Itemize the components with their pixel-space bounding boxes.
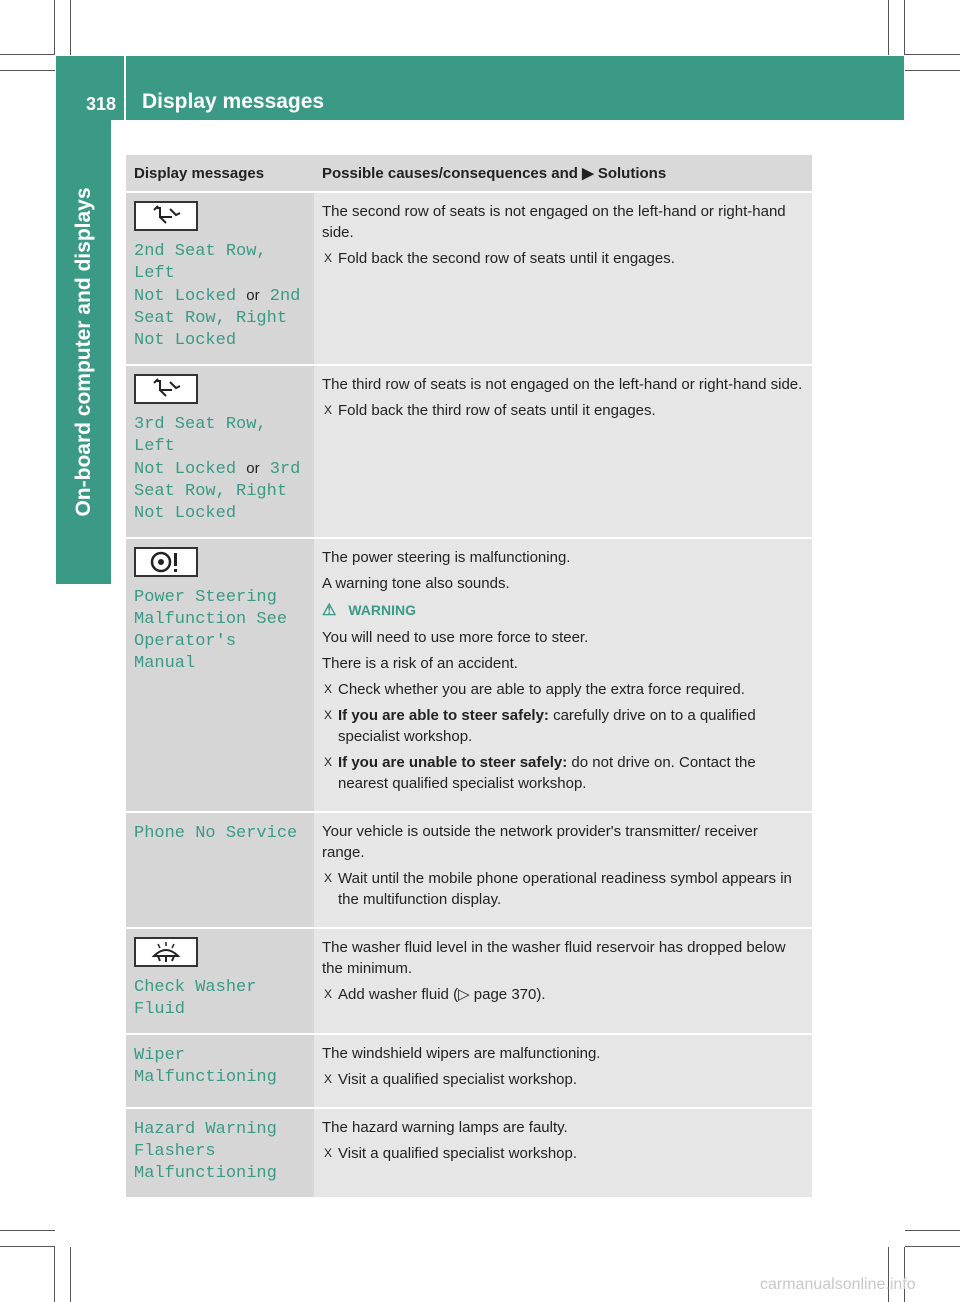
message-text (134, 1045, 306, 1089)
message-line: Not Locked (134, 331, 237, 350)
crop-mark (54, 0, 55, 55)
washer-fluid-icon (134, 937, 198, 967)
page-title: Display messages (142, 90, 325, 113)
action-marker-icon: X (324, 987, 333, 1001)
solution-cell (314, 538, 812, 812)
message-text (134, 977, 306, 1021)
table-row (126, 812, 812, 928)
message-cell (126, 928, 314, 1034)
action-item (322, 1143, 804, 1164)
message-line: Malfunctioning (134, 1068, 277, 1087)
crop-mark (0, 70, 55, 71)
col2-header (314, 155, 812, 192)
col1-header: Display messages (126, 155, 314, 192)
message-cell (126, 365, 314, 538)
cause-text: The hazard warning lamps are faulty. (322, 1119, 568, 1136)
action-item (322, 248, 804, 269)
warning-text: There is a risk of an accident. (322, 655, 518, 672)
crop-mark (70, 0, 71, 55)
action-marker-icon: X (324, 755, 333, 769)
message-line: Malfunctioning (134, 1164, 277, 1183)
message-text (134, 587, 306, 675)
cause-text: The third row of seats is not engaged on the left-hand or right-hand side. (322, 376, 803, 393)
action-condition: If you are unable to steer safely: (338, 754, 568, 771)
page-number: 318 (86, 94, 117, 114)
action-marker-icon: X (324, 1072, 333, 1086)
message-line: Hazard Warning (134, 1120, 277, 1139)
message-line: 3rd Seat Row, Left (134, 415, 267, 456)
message-line: Not Locked (134, 504, 237, 523)
solution-cell (314, 1034, 812, 1108)
display-messages-table (126, 155, 812, 1199)
action-text: Fold back the second row of seats until it engages. (338, 250, 675, 267)
message-line: Wiper (134, 1046, 186, 1065)
table-row (126, 1108, 812, 1198)
action-text: Visit a qualified specialist workshop. (338, 1145, 578, 1162)
table-header-row (126, 155, 812, 192)
table-row (126, 928, 812, 1034)
page-ref-link[interactable]: page 370). (469, 986, 546, 1003)
solution-cell (314, 192, 812, 365)
message-line: Operator's Manual (134, 632, 237, 673)
table-row (126, 538, 812, 812)
seat-fold-icon (134, 374, 198, 404)
message-line: Seat Row, Right (134, 309, 288, 328)
message-part: Not Locked (134, 287, 237, 306)
crop-mark (905, 54, 960, 55)
message-line: Malfunction See (134, 610, 288, 629)
action-marker-icon: X (324, 403, 333, 417)
action-text: do not drive on. Contact the nearest qualified specialist workshop. (338, 754, 756, 792)
warning-text: You will need to use more force to steer. (322, 629, 589, 646)
message-line: Seat Row, Right (134, 482, 288, 501)
action-item (322, 705, 804, 747)
solution-arrow-icon: ▶ (582, 165, 594, 182)
crop-mark (0, 54, 55, 55)
crop-mark (54, 1247, 55, 1302)
action-item (322, 679, 804, 700)
message-part: 2nd (269, 287, 301, 306)
cause-text: Your vehicle is outside the network provider's transmitter/ receiver range. (322, 823, 758, 861)
action-text: Wait until the mobile phone operational readiness symbol appears in the multifunction display. (338, 870, 792, 908)
solution-cell (314, 812, 812, 928)
warning-label: WARNING (348, 602, 417, 618)
table-row (126, 1034, 812, 1108)
watermark: carmanualsonline.info (760, 1276, 916, 1293)
message-line: Phone No Service (134, 824, 298, 843)
message-line (134, 458, 306, 481)
message-line: Flashers (134, 1142, 216, 1161)
action-item (322, 868, 804, 910)
or-connector: or (246, 460, 260, 477)
steering-warning-icon (134, 547, 198, 577)
crop-mark (888, 0, 889, 55)
cause-text: The power steering is malfunctioning. (322, 549, 571, 566)
message-text (134, 1119, 306, 1185)
cause-text: The washer fluid level in the washer fluid reservoir has dropped below the minimum. (322, 939, 786, 977)
action-item (322, 984, 804, 1005)
action-item (322, 1069, 804, 1090)
message-cell (126, 538, 314, 812)
message-cell (126, 192, 314, 365)
crop-mark (905, 1230, 960, 1231)
crop-mark (904, 0, 905, 55)
message-cell (126, 1034, 314, 1108)
crop-mark (905, 1246, 960, 1247)
message-cell (126, 1108, 314, 1198)
solution-cell (314, 1108, 812, 1198)
message-line: Check Washer Fluid (134, 978, 257, 1019)
crop-mark (0, 1230, 55, 1231)
warning-heading (322, 600, 804, 621)
action-text: Visit a qualified specialist workshop. (338, 1071, 578, 1088)
action-text: carefully drive on to a qualified specialist workshop. (338, 707, 756, 745)
message-line (134, 285, 306, 308)
or-connector: or (246, 287, 260, 304)
action-condition: If you are able to steer safely: (338, 707, 549, 724)
header-separator (124, 56, 126, 120)
table-row (126, 192, 812, 365)
crop-mark (905, 70, 960, 71)
action-item (322, 752, 804, 794)
action-marker-icon: X (324, 871, 333, 885)
crop-mark (70, 1247, 71, 1302)
warning-triangle-icon: ⚠ (322, 602, 337, 619)
action-marker-icon: X (324, 708, 333, 722)
message-line: 2nd Seat Row, Left (134, 242, 267, 283)
action-marker-icon: X (324, 251, 333, 265)
solution-cell (314, 928, 812, 1034)
message-cell (126, 812, 314, 928)
cause-text: A warning tone also sounds. (322, 575, 510, 592)
cause-text: The windshield wipers are malfunctioning. (322, 1045, 601, 1062)
message-part: 3rd (269, 460, 301, 479)
col2-header-solutions: Solutions (597, 165, 667, 182)
message-line: Power Steering (134, 588, 277, 607)
action-marker-icon: X (324, 1146, 333, 1160)
action-text: Add washer fluid ( (338, 986, 459, 1003)
page-ref-icon: ▷ (458, 986, 470, 1003)
action-text: Fold back the third row of seats until it engages. (338, 402, 656, 419)
col2-header-text: Possible causes/consequences and (322, 165, 578, 182)
solution-cell (314, 365, 812, 538)
seat-fold-icon (134, 201, 198, 231)
message-part: Not Locked (134, 460, 237, 479)
crop-mark (0, 1246, 55, 1247)
table-row (126, 365, 812, 538)
action-item (322, 400, 804, 421)
message-text (134, 414, 306, 525)
action-text: Check whether you are able to apply the extra force required. (338, 681, 745, 698)
message-text (134, 241, 306, 352)
action-marker-icon: X (324, 682, 333, 696)
side-tab-label: On-board computer and displays (72, 187, 95, 517)
cause-text: The second row of seats is not engaged on the left-hand or right-hand side. (322, 203, 786, 241)
message-text (134, 823, 306, 845)
